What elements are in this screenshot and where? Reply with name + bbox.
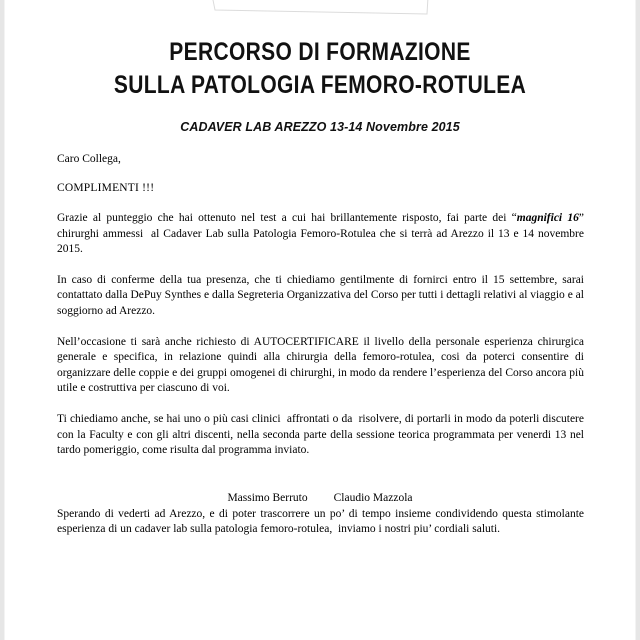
document-subtitle: CADAVER LAB AREZZO 13-14 Novembre 2015	[180, 120, 460, 134]
letter-body	[57, 152, 590, 538]
paragraph-1-text-after: ” chirurghi ammessi al Cadaver Lab sulla Patologia Femoro-Rotulea che si terrà ad Arezzo il 13 e 14 novembre 2015.	[57, 212, 587, 256]
header-photo-image	[205, 0, 435, 32]
paragraph-1	[57, 211, 587, 258]
paragraph-3: Nell’occasione ti sarà anche richiesto di AUTOCERTIFICARE il livello della personale esperienza chirurgica generale e specifica, in relazione quindi alla chirurgia della femoro-rotulea, cosi da poterci consentire di organizzare delle coppie e dei gruppi omogenei di chirurghi, in modo da rendere l’esperienza del Corso ancora più utile e costruttiva per ciascuno di voi.	[57, 335, 587, 395]
paragraph-5: Sperando di vederti ad Arezzo, e di poter trascorrere un po’ di tempo insieme condividendo questa stimolante esperienza di un cadaver lab sulla patologia femoro-rotulea, inviamo i nostri piu’ cordiali saluti.	[57, 507, 587, 536]
paragraph-1-text-before: Grazie al punteggio che hai ottenuto nel test a cui hai brillantemente risposto, fai parte dei “	[57, 212, 517, 224]
header-photo-graphic	[205, 0, 435, 32]
paragraph-4: Ti chiediamo anche, se hai uno o più casi clinici affrontati o da risolvere, di portarli in modo da poterli discutere con la Faculty e con gli altri discenti, nella seconda parte della sessione teorica programmata per venerdi 13 nel tardo pomeriggio, come risulta dal programma inviato.	[57, 412, 587, 457]
signature-name-2: Claudio Mazzola	[333, 492, 413, 504]
title-line-1: PERCORSO DI FORMAZIONE	[169, 38, 471, 66]
signature-block	[0, 490, 640, 506]
document-title	[0, 36, 640, 102]
paragraph-1-emphasis: magnifici 16	[516, 212, 579, 224]
exclamation-line: COMPLIMENTI !!!	[57, 182, 155, 194]
paragraph-2: In caso di conferme della tua presenza, che ti chiediamo gentilmente di fornirci entro il 15 settembre, sarai contattato dalla DePuy Synthes e dalla Segreteria Organizzativa del Corso per tutti i dettagli relativi al viaggio e al soggiorno ad Arezzo.	[57, 273, 590, 317]
signature-name-1: Massimo Berruto	[227, 492, 308, 504]
title-line-2: SULLA PATOLOGIA FEMORO-ROTULEA	[113, 71, 527, 99]
salutation: Caro Collega,	[57, 153, 121, 165]
